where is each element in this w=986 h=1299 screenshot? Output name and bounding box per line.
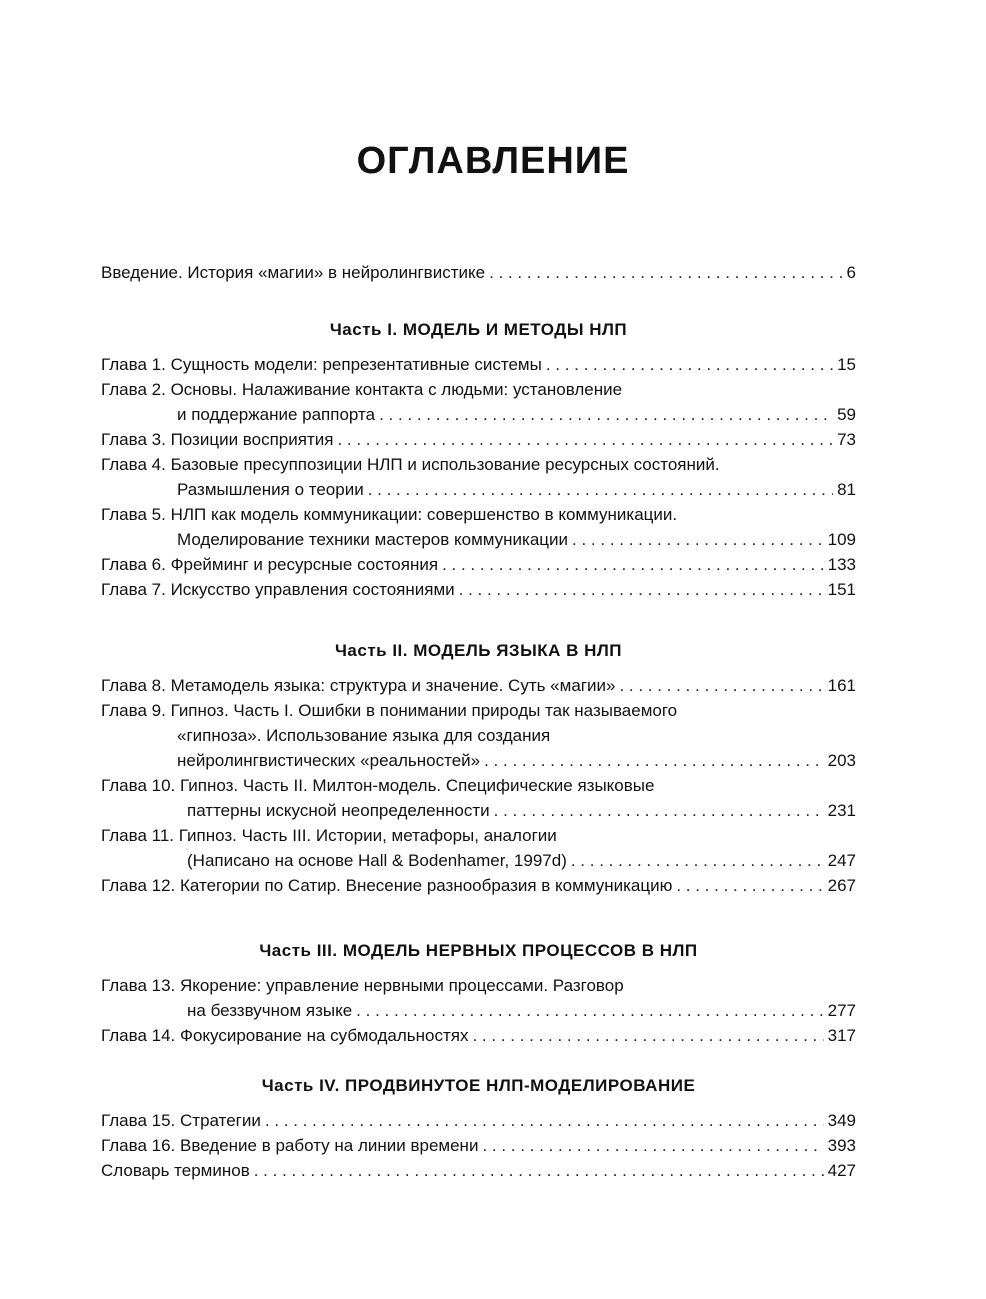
toc-intro [101, 260, 856, 285]
entry-title-line: Базовые пресуппозиции НЛП и использование ресурсных состояний. [170, 455, 720, 474]
toc-entry [101, 1108, 856, 1133]
dot-leader [265, 1108, 824, 1133]
page-number: 203 [827, 751, 856, 770]
part-heading: Часть IV. ПРОДВИНУТОЕ НЛП-МОДЕЛИРОВАНИЕ [261, 1076, 696, 1095]
entry-title-line: Гипноз. Часть II. Милтон-модель. Специфические языковые [180, 776, 655, 795]
entry-title-line: нейролингвистических «реальностей» [177, 751, 481, 770]
page-number: 393 [827, 1136, 856, 1155]
entry-title-line: (Написано на основе Hall & Bodenhamer, 1997d) [187, 851, 567, 870]
page-number: 81 [837, 480, 856, 499]
entry-title-line: и поддержание раппорта [177, 405, 376, 424]
toc-part-3 [101, 938, 856, 1048]
page-number: 59 [837, 405, 856, 424]
toc-entry [101, 577, 856, 602]
entry-title-line: Введение. История «магии» в нейролингвистике [101, 263, 486, 282]
page-number: 277 [827, 1001, 856, 1020]
chapter-label: Глава 7. [101, 580, 166, 599]
entry-title-line: Метамодель языка: структура и значение. Суть «магии» [170, 676, 616, 695]
dot-leader [337, 427, 833, 452]
toc-entry [101, 1133, 856, 1158]
chapter-label: Глава 12. [101, 876, 176, 895]
part-heading: Часть III. МОДЕЛЬ НЕРВНЫХ ПРОЦЕССОВ В НЛП [259, 941, 698, 960]
entry-title-line: Моделирование техники мастеров коммуникации [177, 530, 569, 549]
toc-part-1 [101, 317, 856, 602]
page-number: 317 [827, 1026, 856, 1045]
entry-title-line: Сущность модели: репрезентативные системы [170, 355, 542, 374]
part-heading: Часть II. МОДЕЛЬ ЯЗЫКА В НЛП [334, 641, 623, 660]
entry-title-line: Гипноз. Часть I. Ошибки в понимании природы так называемого [170, 701, 678, 720]
chapter-label: Глава 13. [101, 976, 176, 995]
toc-entry [101, 502, 856, 552]
part-heading: Часть I. МОДЕЛЬ И МЕТОДЫ НЛП [329, 320, 628, 339]
entry-title-line: Размышления о теории [177, 480, 364, 499]
entry-title-line: Категории по Сатир. Внесение разнообразия в коммуникацию [180, 876, 673, 895]
toc-entry [101, 352, 856, 377]
chapter-label: Глава 1. [101, 355, 166, 374]
dot-leader [459, 577, 824, 602]
chapter-label: Глава 5. [101, 505, 166, 524]
page-number: 231 [827, 801, 856, 820]
chapter-label: Глава 11. [101, 826, 175, 845]
dot-leader [472, 1023, 823, 1048]
page-number: 133 [827, 555, 856, 574]
dot-leader [546, 352, 833, 377]
page-number: 151 [827, 580, 856, 599]
entry-title-line: Гипноз. Часть III. Истории, метафоры, аналогии [178, 826, 557, 845]
entry-title-line: Введение в работу на линии времени [180, 1136, 479, 1155]
chapter-label: Глава 8. [101, 676, 166, 695]
chapter-label: Глава 4. [101, 455, 166, 474]
toc-entry [101, 698, 856, 773]
page-number: 109 [827, 530, 856, 549]
toc-entry [101, 377, 856, 427]
chapter-label: Глава 10. [101, 776, 176, 795]
chapter-label: Глава 16. [101, 1136, 176, 1155]
toc-part-4 [101, 1073, 856, 1183]
dot-leader [571, 848, 824, 873]
toc-entry [101, 552, 856, 577]
page-number: 427 [827, 1161, 856, 1180]
toc-entry [101, 873, 856, 898]
entry-title-line: Искусство управления состояниями [170, 580, 455, 599]
entry-title-line: Позиции восприятия [170, 430, 334, 449]
dot-leader [619, 673, 823, 698]
dot-leader [482, 1133, 823, 1158]
chapter-label: Глава 2. [101, 380, 166, 399]
toc-entry [101, 1023, 856, 1048]
toc-part-2 [101, 638, 856, 898]
entry-title-line: Основы. Налаживание контакта с людьми: установление [170, 380, 623, 399]
entry-title-line: паттерны искусной неопределенности [187, 801, 490, 820]
dot-leader [368, 477, 833, 502]
dot-leader [356, 998, 823, 1023]
toc-entry [101, 673, 856, 698]
toc-entry [101, 773, 856, 823]
entry-title-line: на беззвучном языке [187, 1001, 353, 1020]
toc-entry [101, 973, 856, 1023]
dot-leader [676, 873, 823, 898]
dot-leader [379, 402, 833, 427]
page-number: 15 [837, 355, 856, 374]
dot-leader [484, 748, 824, 773]
entry-title-line: Якорение: управление нервными процессами. Разговор [180, 976, 624, 995]
entry-title-line: «гипноза». Использование языка для создания [177, 726, 551, 745]
page-title: ОГЛАВЛЕНИЕ [356, 140, 630, 182]
dot-leader [489, 260, 842, 285]
dot-leader [494, 798, 824, 823]
entry-title-line: Фокусирование на субмодальностях [180, 1026, 469, 1045]
entry-title-line: НЛП как модель коммуникации: совершенство в коммуникации. [170, 505, 678, 524]
chapter-label: Глава 15. [101, 1111, 176, 1130]
page-number: 73 [837, 430, 856, 449]
chapter-label: Глава 14. [101, 1026, 176, 1045]
page-number: 349 [827, 1111, 856, 1130]
page-number: 247 [827, 851, 856, 870]
page-number: 6 [846, 263, 856, 282]
chapter-label: Глава 6. [101, 555, 166, 574]
dot-leader [572, 527, 824, 552]
toc-entry [101, 427, 856, 452]
chapter-label: Глава 9. [101, 701, 166, 720]
page-number: 267 [827, 876, 856, 895]
toc-entry [101, 452, 856, 502]
toc-entry [101, 1158, 856, 1183]
entry-title-line: Словарь терминов [101, 1161, 250, 1180]
toc-entry [101, 260, 856, 285]
dot-leader [254, 1158, 824, 1183]
chapter-label: Глава 3. [101, 430, 166, 449]
entry-title-line: Стратегии [180, 1111, 261, 1130]
dot-leader [442, 552, 824, 577]
entry-title-line: Фрейминг и ресурсные состояния [170, 555, 439, 574]
toc-entry [101, 823, 856, 873]
page-number: 161 [827, 676, 856, 695]
